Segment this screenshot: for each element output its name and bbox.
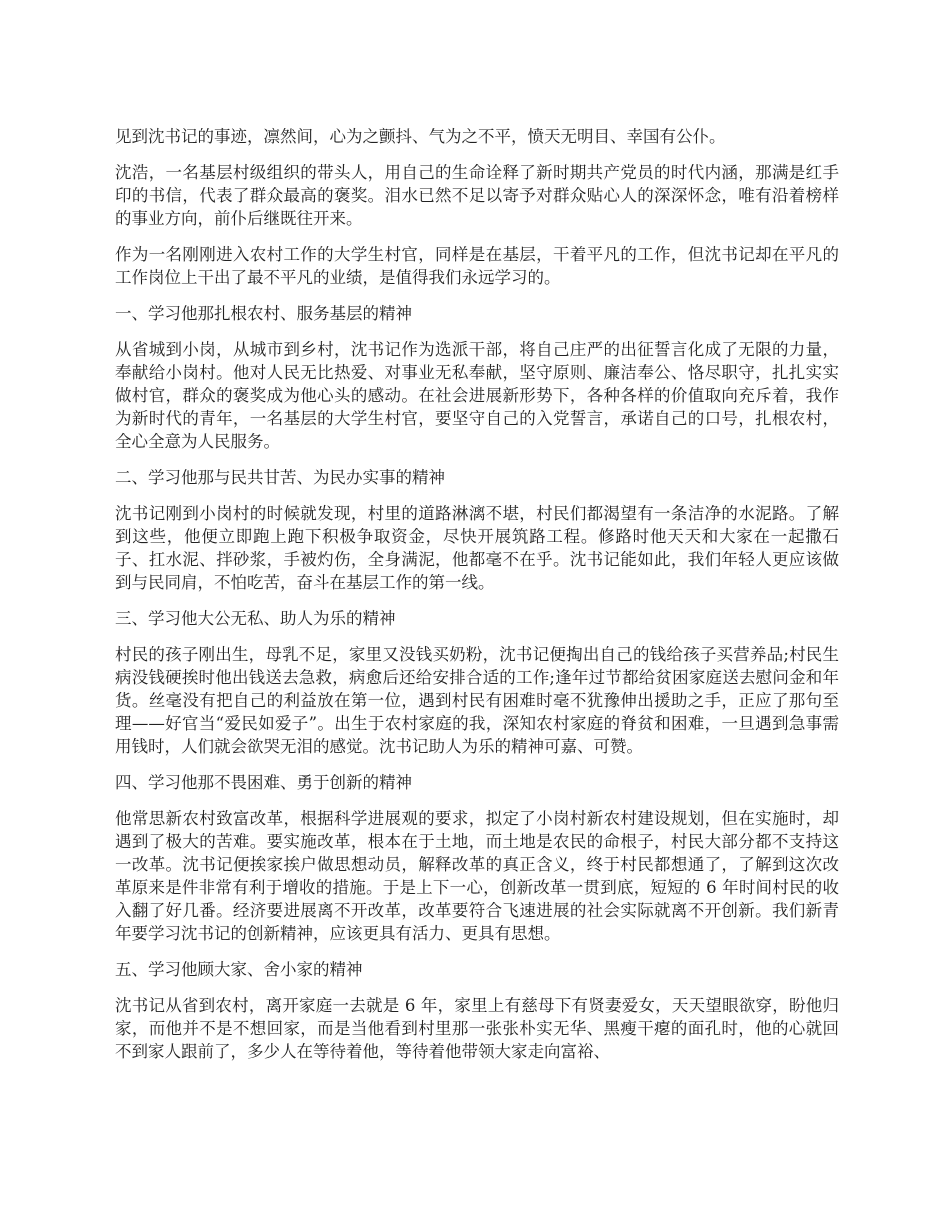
intro-paragraph: 见到沈书记的事迹，凛然间，心为之颤抖、气为之不平，愤天无明目、幸国有公仆。	[115, 127, 726, 146]
body-paragraph: 沈书记刚到小岗村的时候就发现，村里的道路淋漓不堪，村民们都渴望有一条洁净的水泥路。了解到这些，他便立即跑上跑下积极争取资金，尽快开展筑路工程。修路时他天天和大家在一起撒石子、扛水泥、拌砂浆，手被灼伤，全身满泥，他都毫不在乎。沈书记能如此，我们年轻人更应该做到与民同肩，不怕吃苦，奋斗在基层工作的第一线。	[115, 504, 839, 592]
document-body	[115, 125, 839, 1076]
body-paragraph: 沈书记从省到农村，离开家庭一去就是 6 年，家里上有慈母下有贤妻爱女，天天望眼欲穿，盼他归家，而他并不是不想回家，而是当他看到村里那一张张朴实无华、黑瘦干瘪的面孔时，他的心就回不到家人跟前了，多少人在等待着他，等待着他带领大家走向富裕、	[115, 996, 839, 1061]
body-paragraph: 作为一名刚刚进入农村工作的大学生村官，同样是在基层，干着平凡的工作，但沈书记却在平凡的工作岗位上干出了最不平凡的业绩，是值得我们永远学习的。	[115, 245, 839, 287]
section-heading-2: 二、学习他那与民共甘苦、为民办实事的精神	[115, 468, 445, 487]
body-paragraph: 从省城到小岗，从城市到乡村，沈书记作为选派干部，将自己庄严的出征誓言化成了无限的力量，奉献给小岗村。他对人民无比热爱、对事业无私奉献，坚守原则、廉洁奉公、恪尽职守，扎扎实实做村官，群众的褒奖成为他心头的感动。在社会进展新形势下，各种各样的价值取向充斥着，我作为新时代的青年，一名基层的大学生村官，要坚守自己的入党誓言，承诺自己的口号，扎根农村，全心全意为人民服务。	[115, 340, 839, 451]
body-paragraph: 村民的孩子刚出生，母乳不足，家里又没钱买奶粉，沈书记便掏出自己的钱给孩子买营养品;村民生病没钱硬挨时他出钱送去急救，病愈后还给安排合适的工作;逢年过节都给贫困家庭送去慰问金和年货。丝毫没有把自己的利益放在第一位，遇到村民有困难时毫不犹豫伸出援助之手，正应了那句至理——好官当“爱民如爱子”。出生于农村家庭的我，深知农村家庭的脊贫和困难，一旦遇到急事需用钱时，人们就会欲哭无泪的感觉。沈书记助人为乐的精神可嘉、可赞。	[115, 645, 839, 756]
section-heading-5: 五、学习他顾大家、舍小家的精神	[115, 960, 363, 979]
section-heading-1: 一、学习他那扎根农村、服务基层的精神	[115, 304, 412, 323]
body-paragraph: 沈浩，一名基层村级组织的带头人，用自己的生命诠释了新时期共产党员的时代内涵，那满是红手印的书信，代表了群众最高的褒奖。泪水已然不足以寄予对群众贴心人的深深怀念，唯有沿着榜样的事业方向，前仆后继既往开来。	[115, 163, 839, 228]
body-paragraph: 他常思新农村致富改革，根据科学进展观的要求，拟定了小岗村新农村建设规划，但在实施时，却遇到了极大的苦难。要实施改革，根本在于土地，而土地是农民的命根子，村民大部分都不支持这一改革。沈书记便挨家挨户做思想动员，解释改革的真正含义，终于村民都想通了，了解到这次改革原来是件非常有利于增收的措施。于是上下一心，创新改革一贯到底，短短的 6 年时间村民的收入翻了好几番。经济要进展离不开改革，改革要符合飞速进展的社会实际就离不开创新。我们新青年要学习沈书记的创新精神，应该更具有活力、更具有思想。	[115, 809, 839, 943]
section-heading-3: 三、学习他大公无私、助人为乐的精神	[115, 609, 396, 628]
section-heading-4: 四、学习他那不畏困难、勇于创新的精神	[115, 773, 412, 792]
